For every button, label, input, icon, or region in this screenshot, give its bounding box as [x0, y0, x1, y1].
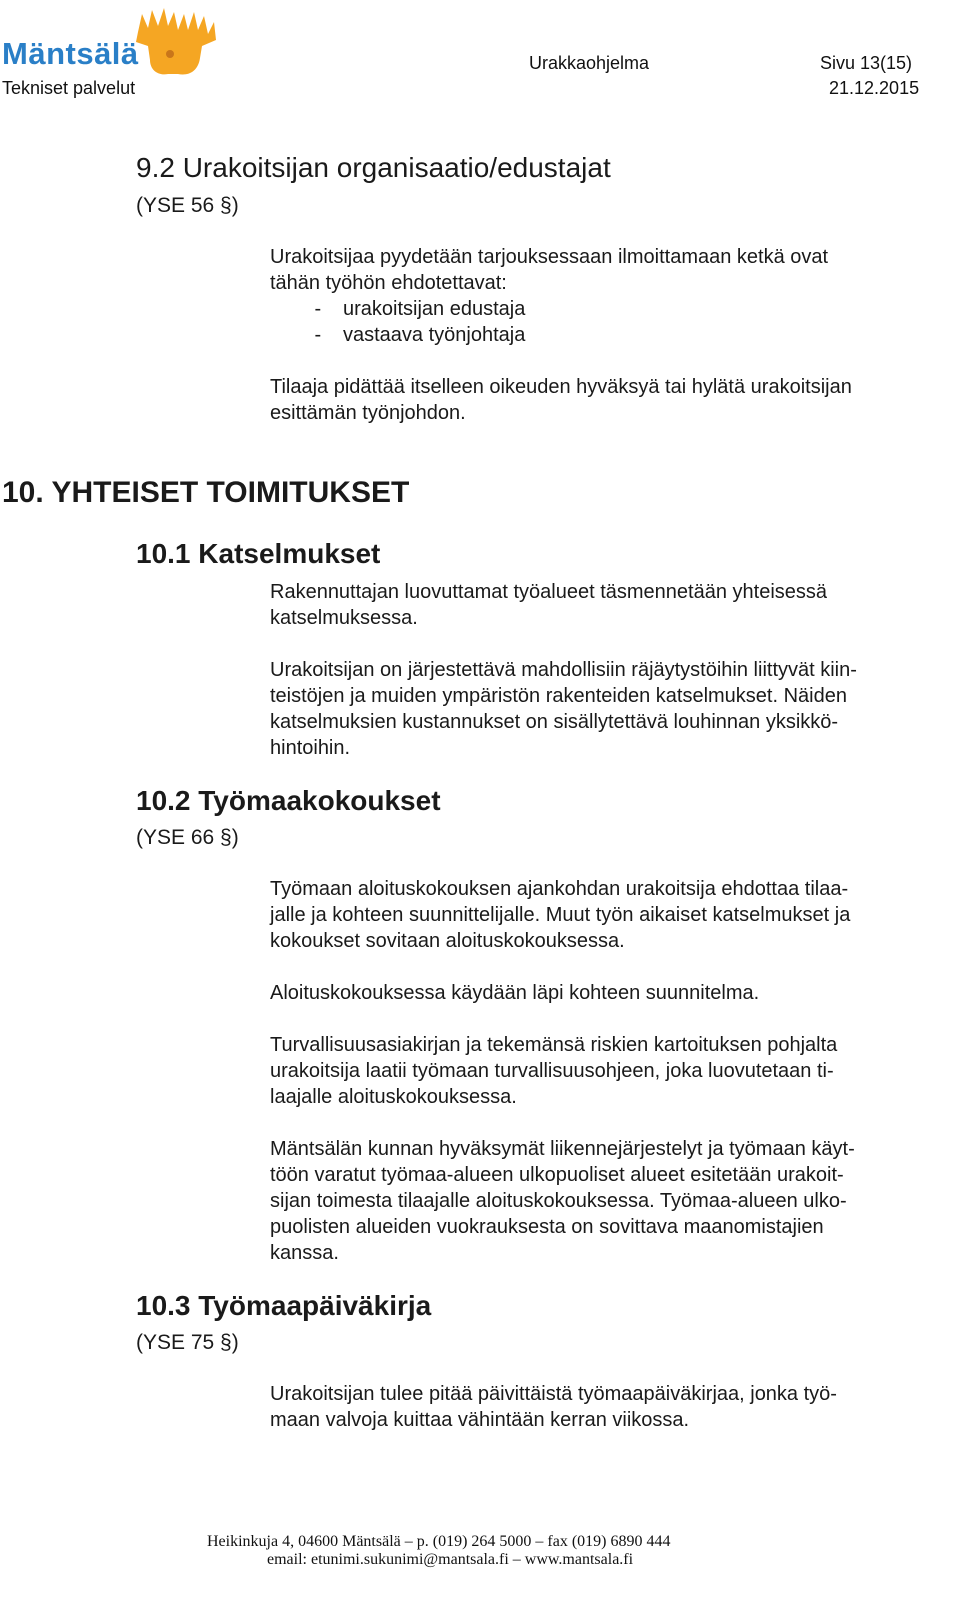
text-line: tähän työhön ehdotettavat: — [270, 272, 507, 294]
mantsala-logo — [0, 0, 230, 80]
text-line: kanssa. — [270, 1242, 339, 1264]
text-line: urakoitsija laatii työmaan turvallisuusohjeen, joka luovutetaan ti- — [270, 1060, 834, 1082]
section-10-2-ref: (YSE 66 §) — [136, 826, 239, 849]
text-line: Urakoitsijan on järjestettävä mahdollisiin räjäytystöihin liittyvät kiin- — [270, 659, 857, 681]
section-9-2-ref: (YSE 56 §) — [136, 194, 239, 217]
text-line: Rakennuttajan luovuttamat työalueet täsmennetään yhteisessä — [270, 581, 828, 603]
section-10-2-paragraph-4 — [270, 1136, 935, 1266]
text-line: Mäntsälän kunnan hyväksymät liikennejärjestelyt ja työmaan käyt- — [270, 1138, 855, 1160]
section-9-2-paragraph-2 — [270, 374, 935, 426]
section-10-2-paragraph-3 — [270, 1032, 935, 1110]
text-line: jalle ja kohteen suunnittelijalle. Muut työn aikaiset katselmukset ja — [270, 904, 851, 926]
section-9-2-paragraph-1 — [270, 244, 935, 348]
text-line: Turvallisuusasiakirjan ja tekemänsä riskien kartoituksen pohjalta — [270, 1034, 838, 1056]
section-10-2-paragraph-1 — [270, 876, 935, 954]
text-line: laajalle aloituskokouksessa. — [270, 1086, 517, 1108]
section-10-1-title: 10.1 Katselmukset — [136, 538, 381, 569]
department-label: Tekniset palvelut — [2, 78, 136, 98]
text-line: maan valvoja kuittaa vähintään kerran viikossa. — [270, 1409, 690, 1431]
page-number: Sivu 13(15) — [820, 53, 913, 73]
text-line: Tilaaja pidättää itselleen oikeuden hyväksyä tai hylätä urakoitsijan — [270, 376, 852, 398]
section-10-1-paragraph-1 — [270, 579, 935, 631]
footer-address: Heikinkuja 4, 04600 Mäntsälä – p. (019) 264 5000 – fax (019) 6890 444 — [207, 1533, 671, 1550]
text-line: Urakoitsijan tulee pitää päivittäistä työmaapäiväkirjaa, jonka työ- — [270, 1383, 837, 1405]
list-item: - vastaava työnjohtaja — [270, 324, 526, 346]
section-10-3-ref: (YSE 75 §) — [136, 1331, 239, 1354]
text-line: Työmaan aloituskokouksen ajankohdan urakoitsija ehdottaa tilaa- — [270, 878, 849, 900]
list-item: - urakoitsijan edustaja — [270, 298, 526, 320]
section-9-2-title: 9.2 Urakoitsijan organisaatio/edustajat — [136, 152, 611, 183]
text-line: Urakoitsijaa pyydetään tarjouksessaan ilmoittamaan ketkä ovat — [270, 246, 829, 268]
section-10-title: 10. YHTEISET TOIMITUKSET — [2, 476, 410, 509]
text-line: Aloituskokouksessa käydään läpi kohteen suunnitelma. — [270, 982, 760, 1004]
section-10-3-title: 10.3 Työmaapäiväkirja — [136, 1290, 432, 1321]
text-line: sijan toimesta tilaajalle aloituskokouksessa. Työmaa-alueen ulko- — [270, 1190, 847, 1212]
section-10-2-title: 10.2 Työmaakokoukset — [136, 785, 441, 816]
footer-contact: email: etunimi.sukunimi@mantsala.fi – www.mantsala.fi — [267, 1551, 634, 1568]
list-item-text: urakoitsijan edustaja — [343, 298, 526, 320]
text-line: hintoihin. — [270, 737, 351, 759]
logo-wordmark: Mäntsälä — [2, 36, 139, 71]
text-line: katselmuksien kustannukset on sisällytettävä louhinnan yksikkö- — [270, 711, 839, 733]
text-line: töön varatut työmaa-alueen ulkopuoliset alueet esitetään urakoit- — [270, 1164, 844, 1186]
text-line: teistöjen ja muiden ympäristön rakenteiden katselmukset. Näiden — [270, 685, 847, 707]
text-line: kokoukset sovitaan aloituskokouksessa. — [270, 930, 625, 952]
list-item-text: vastaava työnjohtaja — [343, 324, 526, 346]
moose-icon — [128, 2, 228, 82]
doc-title: Urakkaohjelma — [529, 53, 650, 73]
section-10-1-paragraph-2 — [270, 657, 935, 761]
text-line: puolisten alueiden vuokrauksesta on sovittava maanomistajien — [270, 1216, 824, 1238]
section-10-2-paragraph-2 — [270, 980, 935, 1006]
doc-date: 21.12.2015 — [829, 78, 920, 98]
section-10-3-paragraph-1 — [270, 1381, 935, 1433]
text-line: esittämän työnjohdon. — [270, 402, 466, 424]
text-line: katselmuksessa. — [270, 607, 418, 629]
